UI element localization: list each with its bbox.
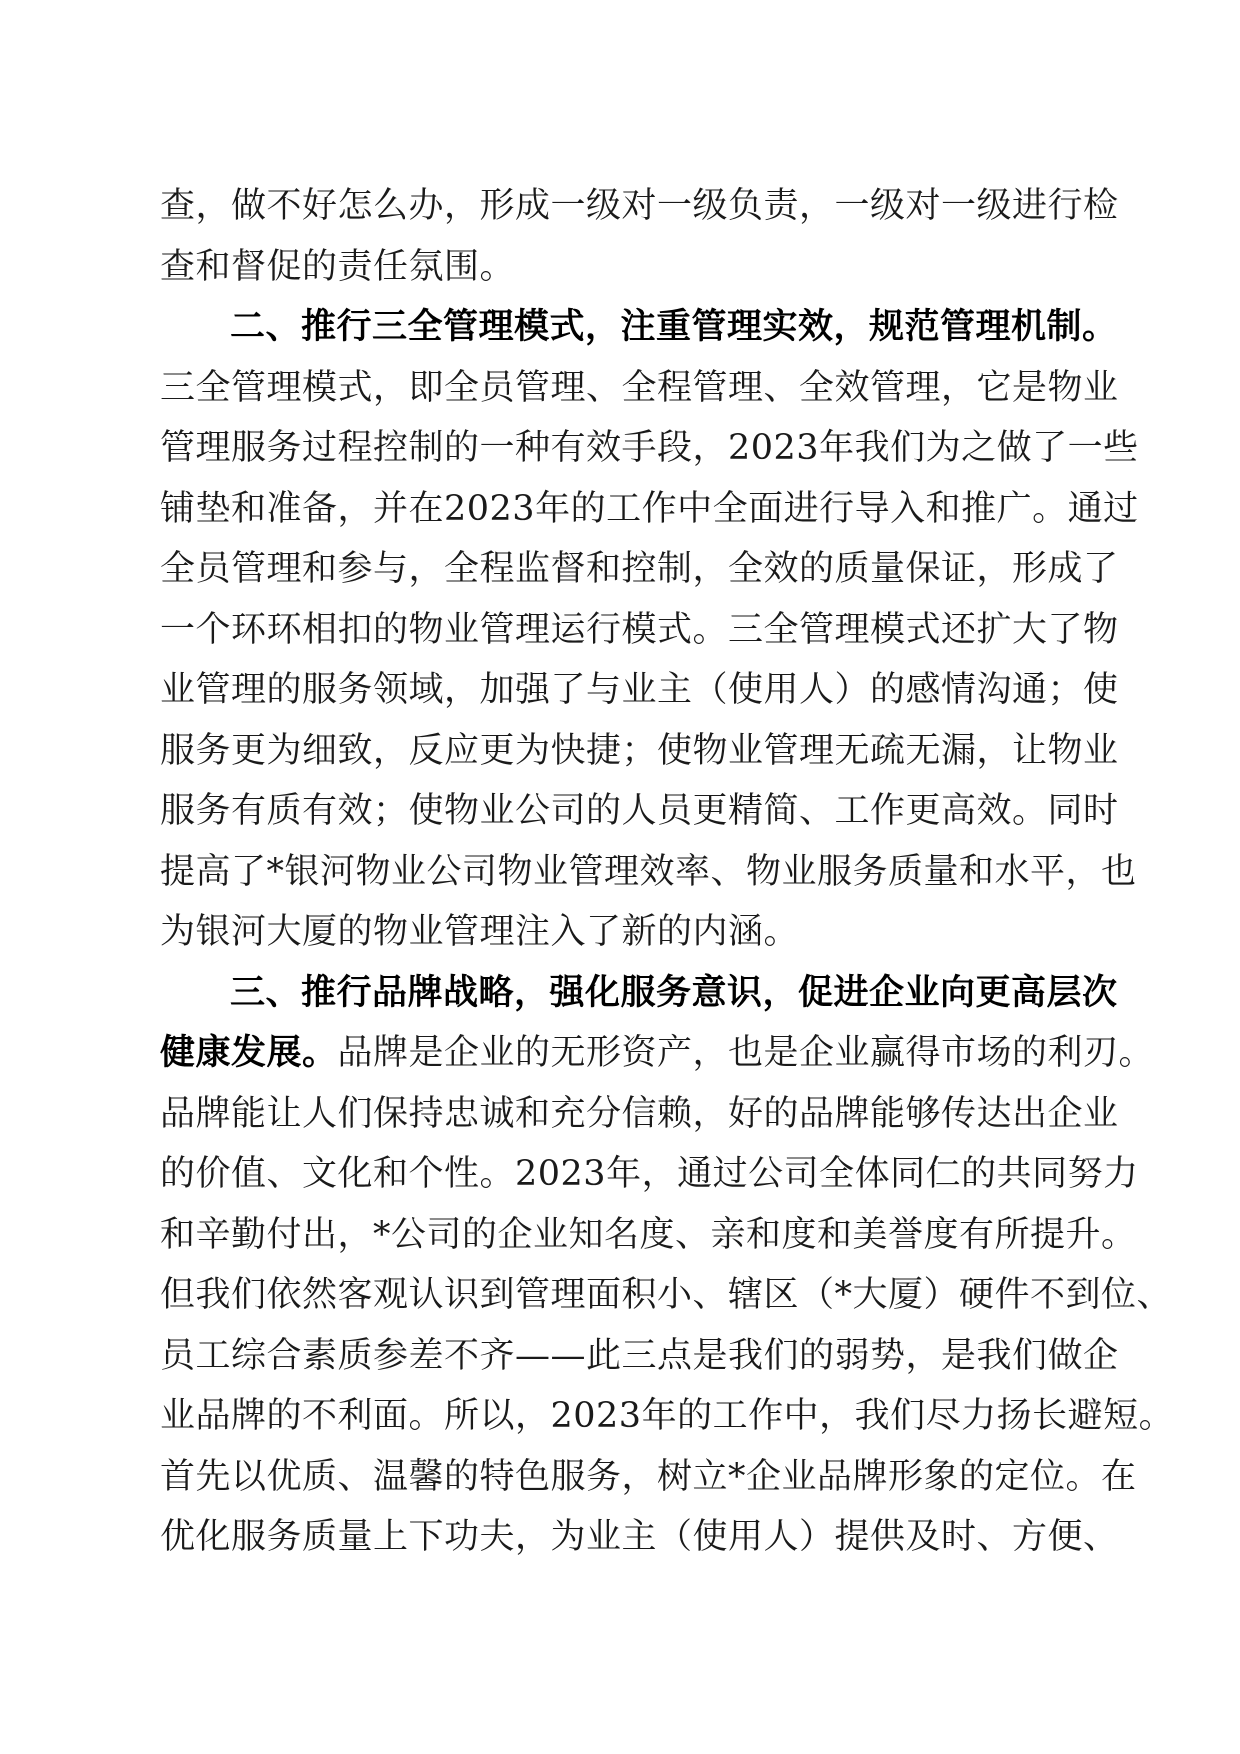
text-line bbox=[160, 358, 1119, 419]
text-line bbox=[160, 1507, 1119, 1568]
heading-line bbox=[160, 1023, 1155, 1084]
body-text: 员工综合素质参差不齐——此三点是我们的弱势，是我们做企 bbox=[160, 1335, 1119, 1376]
text-line bbox=[160, 781, 1119, 842]
body-text: 提高了*银河物业公司物业管理效率、物业服务质量和水平，也 bbox=[160, 851, 1137, 892]
text-line bbox=[160, 660, 1119, 721]
text-line bbox=[160, 902, 1060, 963]
text-line bbox=[160, 237, 1060, 298]
text-line bbox=[160, 1386, 1175, 1447]
body-text: 查和督促的责任氛围。 bbox=[160, 246, 516, 287]
body-text: 优化服务质量上下功夫，为业主（使用人）提供及时、方便、 bbox=[160, 1517, 1119, 1557]
text-line bbox=[160, 1326, 1119, 1387]
heading-line bbox=[160, 297, 1118, 358]
text-line bbox=[160, 721, 1119, 782]
text-line bbox=[160, 1447, 1137, 1508]
body-text: 首先以优质、温馨的特色服务，树立*企业品牌形象的定位。在 bbox=[160, 1456, 1137, 1497]
text-line bbox=[160, 479, 1139, 540]
body-text: 查，做不好怎么办，形成一级对一级负责，一级对一级进行检 bbox=[160, 186, 1119, 226]
section-heading: 二、推行三全管理模式，注重管理实效，规范管理机制。 bbox=[230, 307, 1118, 347]
text-line bbox=[160, 1205, 1137, 1266]
body-text: 业品牌的不利面。所以，2023年的工作中，我们尽力扬长避短。 bbox=[160, 1396, 1175, 1436]
body-text: 管理服务过程控制的一种有效手段，2023年我们为之做了一些 bbox=[160, 428, 1139, 468]
text-line bbox=[160, 1084, 1119, 1145]
document-body bbox=[160, 176, 1175, 1568]
text-line bbox=[160, 600, 1119, 661]
body-text: 为银河大厦的物业管理注入了新的内涵。 bbox=[160, 912, 800, 952]
body-text: 和辛勤付出，*公司的企业知名度、亲和度和美誉度有所提升。 bbox=[160, 1214, 1137, 1255]
body-text: 服务有质有效；使物业公司的人员更精简、工作更高效。同时 bbox=[160, 791, 1119, 831]
body-text: 的价值、文化和个性。2023年，通过公司全体同仁的共同努力 bbox=[160, 1154, 1139, 1194]
body-text: 铺垫和准备，并在2023年的工作中全面进行导入和推广。通过 bbox=[160, 488, 1139, 529]
section-heading: 三、推行品牌战略，强化服务意识，促进企业向更高层次 bbox=[230, 972, 1118, 1013]
body-text: 全员管理和参与，全程监督和控制，全效的质量保证，形成了 bbox=[160, 549, 1119, 589]
text-line bbox=[160, 539, 1119, 600]
section-heading: 健康发展。 bbox=[160, 1033, 338, 1073]
text-line bbox=[160, 418, 1139, 479]
body-text: 服务更为细致，反应更为快捷；使物业管理无疏无漏，让物业 bbox=[160, 730, 1119, 771]
body-text: 品牌是企业的无形资产，也是企业赢得市场的利刃。 bbox=[337, 1033, 1155, 1073]
body-text: 业管理的服务领域，加强了与业主（使用人）的感情沟通；使 bbox=[160, 670, 1119, 710]
body-text: 一个环环相扣的物业管理运行模式。三全管理模式还扩大了物 bbox=[160, 609, 1119, 650]
text-line bbox=[160, 1265, 1173, 1326]
text-line bbox=[160, 176, 1119, 237]
body-text: 但我们依然客观认识到管理面积小、辖区（*大厦）硬件不到位、 bbox=[160, 1275, 1173, 1315]
text-line bbox=[160, 1144, 1139, 1205]
text-line bbox=[160, 842, 1137, 903]
heading-line bbox=[160, 963, 1118, 1024]
body-text: 三全管理模式，即全员管理、全程管理、全效管理，它是物业 bbox=[160, 367, 1119, 408]
body-text: 品牌能让人们保持忠诚和充分信赖，好的品牌能够传达出企业 bbox=[160, 1093, 1119, 1134]
